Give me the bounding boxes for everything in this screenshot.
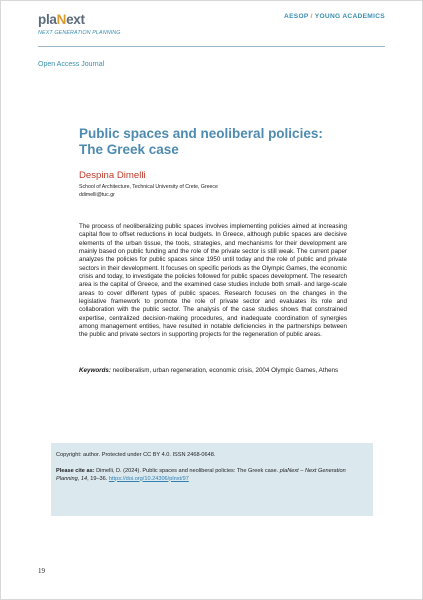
author-name: Despina Dimelli [79,170,146,181]
keywords-label: Keywords: [79,367,111,374]
open-access-label: Open Access Journal [38,61,105,68]
title-line-1: Public spaces and neoliberal policies: [79,126,323,141]
header-rule [38,46,385,47]
cite-pages: , 19–36. [87,475,109,482]
doi-link[interactable]: https://doi.org/10.24306/plnxt/97 [108,475,189,482]
author-affiliation: School of Architecture, Technical University of Crete, Greece [79,184,218,190]
article-title [79,126,359,158]
author-email[interactable]: ddimelli@tuc.gr [79,192,115,198]
logo-text-pla: pla [38,12,57,27]
logo-text-ext: ext [66,12,85,27]
journal-logo [38,12,85,27]
title-line-2: The Greek case [79,142,179,157]
keywords [79,367,347,375]
logo-text-n: N [56,12,67,27]
keywords-list: neoliberalism, urban regeneration, economic crisis, 2004 Olympic Games, Athens [110,367,339,374]
cite-text: Dimelli, D. (2024). Public spaces and neoliberal policies: The Greek case. [94,468,280,474]
series-separator: / [308,13,315,20]
copyright-notice: Copyright: author. Protected under CC BY 4.0. ISSN 2468-0648. [56,452,216,458]
cite-journal: plaNext – Next Generation Planning, 14 [56,468,346,482]
journal-series [284,13,385,20]
page-number: 19 [38,567,45,575]
series-young-academics: YOUNG ACADEMICS [314,13,385,20]
citation-box [51,443,373,516]
cite-as [56,468,356,483]
abstract-text: The process of neoliberalizing public spaces involves implementing policies aimed at increasing capital flow to offset reductions in local budgets. In Greece, although public spaces are decisive elements of the urban tissue, the tools, strategies, and mechanisms for their development are mainly based on public funding and the role of the private sector is still weak. The current paper analyzes the policies for public spaces since 1950 until today and the role of public and private sectors in their development. It focuses on specific periods as the Olympic Games, the economic crisis and today, to investigate the policies followed for public spaces development. The research area is the capital of Greece, and the examined case studies include both small- and large-scale areas to cover different types of public spaces. Research focuses on the changes in the legislative framework to promote the role of private sector and evaluates its role and collaboration with the public sector. The analysis of the case studies shows that constrained expertise, centralized decision-making procedures, and inadequate coordination of synergies among management entities, have resulted in notable deficiencies in the partnerships between the public and private sectors in supporting projects for the regeneration of public areas. [79,223,347,339]
series-aesop: AESOP [284,13,309,20]
logo-subtitle: NEXT GENERATION PLANNING [38,30,121,36]
cite-label: Please cite as: [56,468,95,474]
